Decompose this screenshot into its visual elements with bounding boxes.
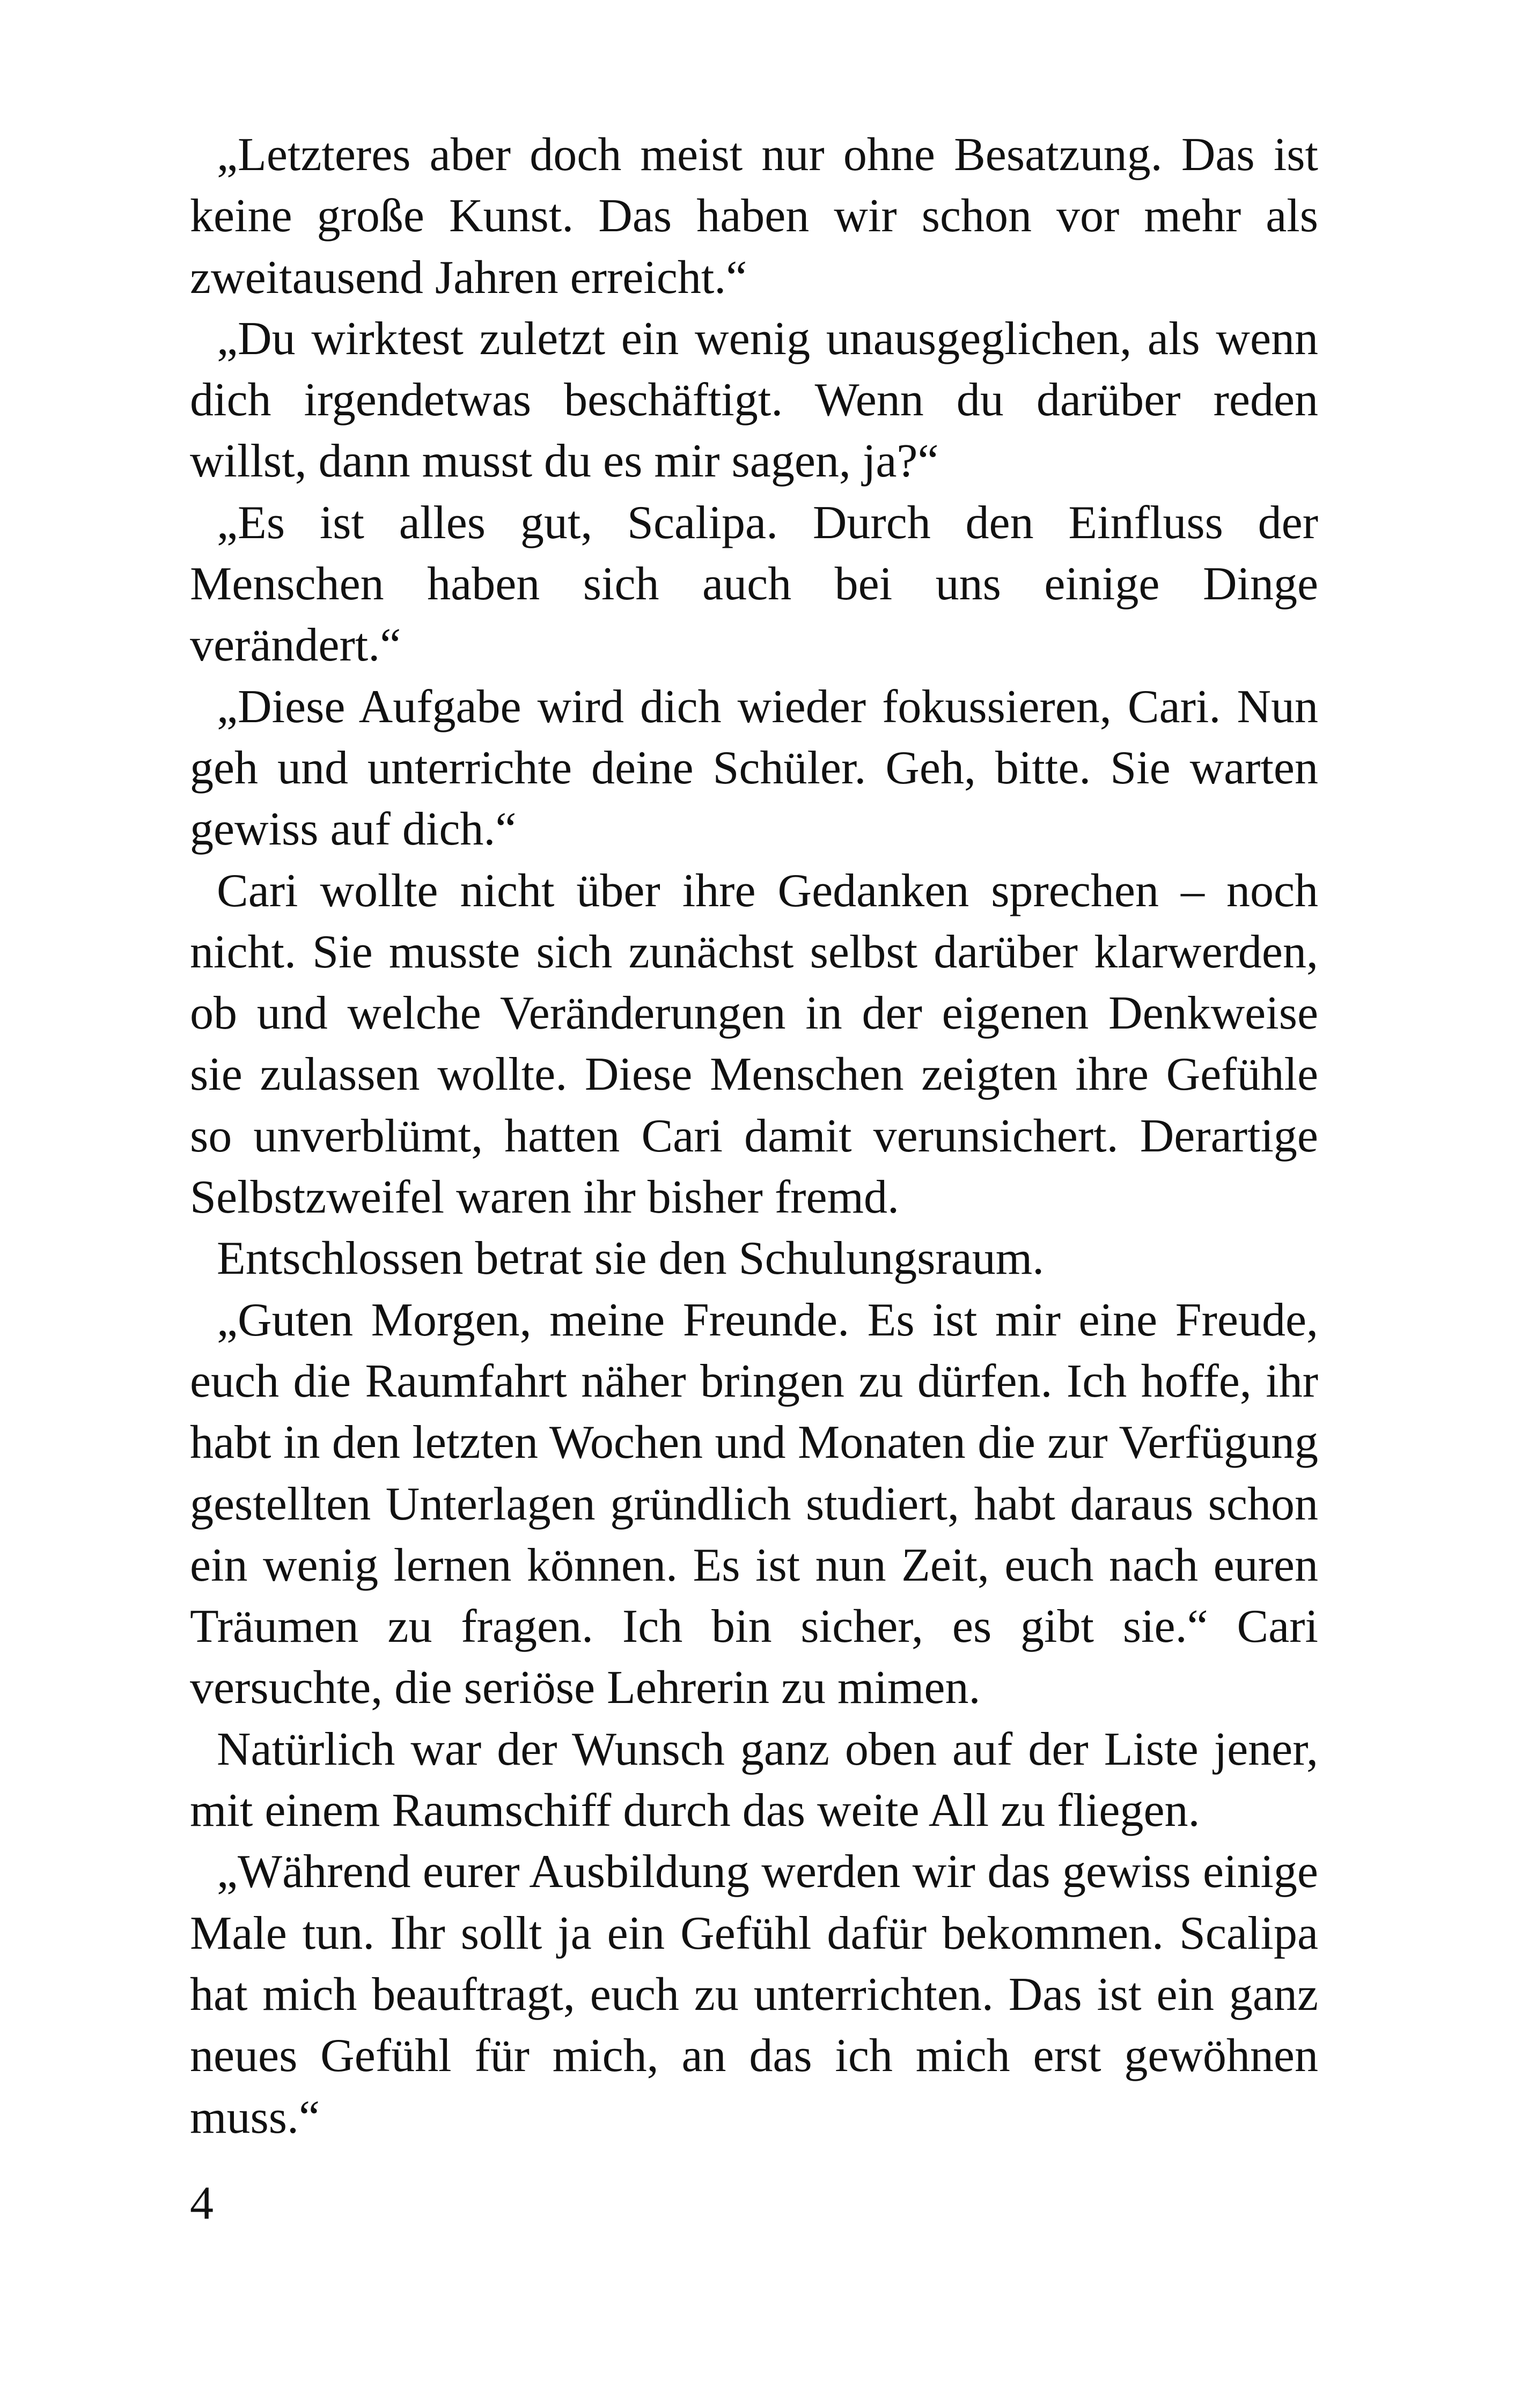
body-text	[190, 124, 1318, 2148]
page-number: 4	[190, 2177, 214, 2229]
paragraph-5: Cari wollte nicht über ihre Gedanken sprechen – noch nicht. Sie musste sich zunächst selbst darüber klarwerden, ob und welche Veränderungen in der eigenen Denkweise sie zulassen wollte. Diese Menschen zeigten ihre Gefühle so unverblümt, hatten Cari damit verunsichert. Derartige Selbstzweifel waren ihr bisher fremd.	[190, 864, 1318, 1224]
paragraph-1: „Letzteres aber doch meist nur ohne Besatzung. Das ist keine große Kunst. Das haben wir schon vor mehr als zweitausend Jahren erreicht.“	[190, 129, 1318, 304]
paragraph-9: „Während eurer Ausbildung werden wir das gewiss einige Male tun. Ihr sollt ja ein Gefühl dafür bekommen. Scalipa hat mich beauftragt, euch zu unterrichten. Das ist ein ganz neues Gefühl für mich, an das ich mich erst gewöhnen muss.“	[190, 1846, 1318, 2143]
paragraph-8: Natürlich war der Wunsch ganz oben auf der Liste jener, mit einem Raumschiff durch das weite All zu fliegen.	[190, 1723, 1318, 1837]
paragraph-7: „Guten Morgen, meine Freunde. Es ist mir eine Freude, euch die Raumfahrt näher bringen zu dürfen. Ich hoffe, ihr habt in den letzten Wochen und Monaten die zur Verfügung gestellten Unterlagen gründlich studiert, habt daraus schon ein wenig lernen können. Es ist nun Zeit, euch nach euren Träumen zu fragen. Ich bin sicher, es gibt sie.“ Cari versuchte, die seriöse Lehrerin zu mimen.	[190, 1294, 1318, 1714]
paragraph-3: „Es ist alles gut, Scalipa. Durch den Einfluss der Menschen haben sich auch bei uns einige Dinge verändert.“	[190, 496, 1318, 672]
paragraph-2: „Du wirktest zuletzt ein wenig unausgeglichen, als wenn dich irgendetwas beschäftigt. Wenn du darüber reden willst, dann musst du es mir sagen, ja?“	[190, 312, 1318, 488]
paragraph-6: Entschlossen betrat sie den Schulungsraum.	[217, 1232, 1045, 1285]
paragraph-4: „Diese Aufgabe wird dich wieder fokussieren, Cari. Nun geh und unterrichte deine Schüler. Geh, bitte. Sie warten gewiss auf dich.“	[190, 680, 1318, 856]
